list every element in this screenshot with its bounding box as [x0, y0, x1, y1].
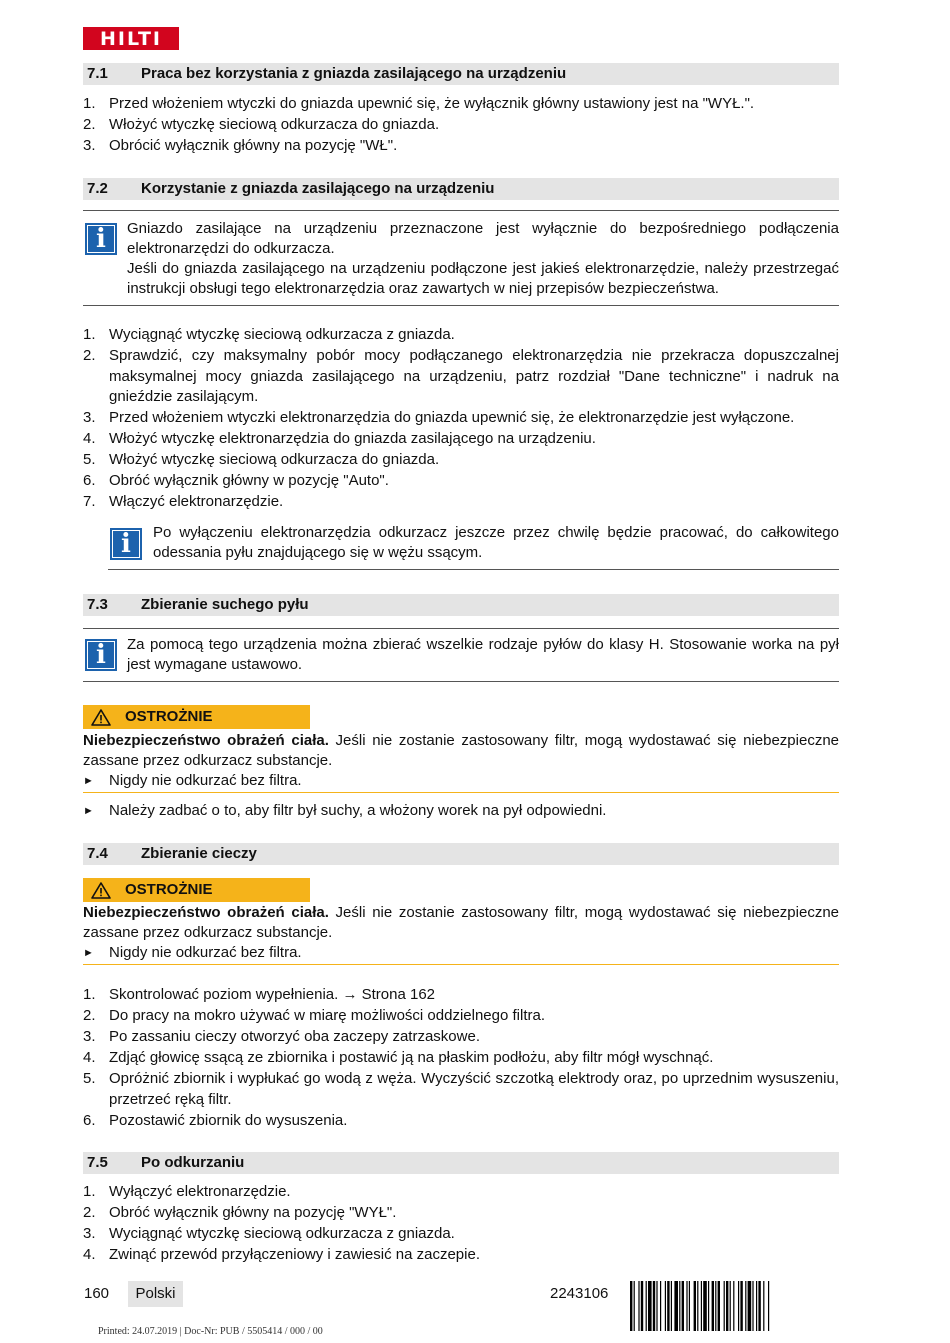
barcode-bar	[703, 1281, 707, 1331]
barcode-bar	[752, 1281, 753, 1331]
barcode-bar	[694, 1281, 696, 1331]
barcode-bar	[712, 1281, 714, 1331]
section-number: 7.5	[87, 1154, 108, 1171]
section-title: Korzystanie z gniazda zasilającego na urządzeniu	[141, 180, 495, 197]
barcode	[630, 1281, 838, 1331]
barcode-bar	[648, 1281, 652, 1331]
list-item: 4. Zwinąć przewód przyłączeniowy i zawiesić na zaczepie.	[83, 1246, 480, 1263]
barcode-bar	[630, 1281, 632, 1331]
caution-label: OSTROŻNIE	[125, 881, 213, 898]
list-item: 5. Opróżnić zbiornik i wypłukać go wodą z węża. Wyczyścić szczotką elektrody oraz, po uprzednim wysuszeniu, przetrzeć ręką filtr.	[83, 1070, 839, 1108]
barcode-bar	[660, 1281, 661, 1331]
barcode-bar	[738, 1281, 739, 1331]
warning-text: Niebezpieczeństwo obrażeń ciała. Jeśli nie zostanie zastosowany filtr, mogą wydostawać się niebezpieczne zassane przez odkurzacz substancje.	[83, 904, 839, 941]
list-item: 2. Obróć wyłącznik główny na pozycję "WYŁ".	[83, 1204, 397, 1221]
list-item: 4. Zdjąć głowicę ssącą ze zbiornika i postawić ją na płaskim podłożu, aby filtr mógł wyschnąć.	[83, 1049, 714, 1066]
bullet-arrow-icon: ►	[83, 805, 94, 817]
barcode-bar	[641, 1281, 643, 1331]
caution-banner	[83, 878, 310, 902]
steps-7-4	[83, 985, 839, 1132]
warning-triangle-icon	[91, 709, 111, 726]
barcode-bar	[748, 1281, 752, 1331]
info-icon: i	[85, 639, 117, 671]
section-title: Zbieranie cieczy	[141, 845, 257, 862]
barcode-bar	[756, 1281, 757, 1331]
section-number: 7.2	[87, 180, 108, 197]
list-item: 3. Obrócić wyłącznik główny na pozycję "WŁ".	[83, 137, 398, 154]
section-header-7-2	[83, 178, 839, 200]
info-icon: i	[85, 223, 117, 255]
barcode-bar	[718, 1281, 720, 1331]
list-item: 3. Po zassaniu cieczy otworzyć oba zaczepy zatrzaskowe.	[83, 1028, 480, 1045]
list-item: 5. Włożyć wtyczkę sieciową odkurzacza do gniazda.	[83, 451, 440, 468]
barcode-bar	[674, 1281, 678, 1331]
section-header-7-4	[83, 843, 839, 865]
language-tab: Polski	[128, 1281, 183, 1307]
barcode-bar	[665, 1281, 666, 1331]
list-item: 2. Do pracy na mokro używać w miarę możliwości oddzielnego filtra.	[83, 1007, 545, 1024]
info-note	[83, 210, 839, 306]
warning-text: Niebezpieczeństwo obrażeń ciała. Jeśli nie zostanie zastosowany filtr, mogą wydostawać się niebezpieczne zassane przez odkurzacz substancje.	[83, 732, 839, 769]
barcode-bar	[715, 1281, 716, 1331]
list-item: 3. Przed włożeniem wtyczki elektronarzędzia do gniazda upewnić się, że elektronarzędzie jest wyłączone.	[83, 409, 795, 426]
barcode-bar	[689, 1281, 690, 1331]
barcode-bar	[724, 1281, 725, 1331]
section-header-7-1	[83, 63, 839, 85]
barcode-bar	[686, 1281, 687, 1331]
list-item: 2. Włożyć wtyczkę sieciową odkurzacza do gniazda.	[83, 116, 440, 133]
barcode-bar	[667, 1281, 669, 1331]
barcode-bar	[634, 1281, 635, 1331]
info-icon: i	[110, 528, 142, 560]
section-number: 7.3	[87, 596, 108, 613]
caution-label: OSTROŻNIE	[125, 708, 213, 725]
print-info: Printed: 24.07.2019 | Doc-Nr: PUB / 5505414 / 000 / 00	[98, 1326, 323, 1337]
list-item: 1. Wyciągnąć wtyczkę sieciową odkurzacza z gniazda.	[83, 326, 455, 343]
steps-7-5	[83, 1182, 839, 1266]
list-item: 1. Wyłączyć elektronarzędzie.	[83, 1183, 291, 1200]
note-text: Po wyłączeniu elektronarzędzia odkurzacz jeszcze przez chwilę będzie pracować, do całkowitego odessania pyłu znajdującego się w wężu ssącym.	[153, 524, 839, 561]
action-item: ► Nigdy nie odkurzać bez filtra.	[83, 771, 839, 793]
section-title: Po odkurzaniu	[141, 1154, 245, 1171]
caution-banner	[83, 705, 310, 729]
barcode-bar	[656, 1281, 657, 1331]
barcode-bar	[763, 1281, 764, 1331]
section-title: Praca bez korzystania z gniazda zasilającego na urządzeniu	[141, 65, 567, 82]
warning-triangle-icon	[91, 882, 111, 899]
barcode-bar	[708, 1281, 709, 1331]
info-note	[108, 518, 839, 570]
bullet-arrow-icon: ►	[83, 775, 94, 787]
bullet-arrow-icon: ►	[83, 947, 94, 959]
barcode-bar	[653, 1281, 655, 1331]
barcode-bar	[646, 1281, 647, 1331]
page-number: 160	[84, 1285, 110, 1302]
section-title: Zbieranie suchego pyłu	[141, 596, 309, 613]
barcode-bar	[758, 1281, 760, 1331]
barcode-bar	[730, 1281, 731, 1331]
list-item: 2. Sprawdzić, czy maksymalny pobór mocy podłączanego elektronarzędzia nie przekracza dopuszczalnej maksymalnej mocy gniazda zasilającego na urządzeniu, patrz rozdział "Dane techniczne" i nadruk na gnieździe zasilającym.	[83, 347, 839, 405]
list-item: 4. Włożyć wtyczkę elektronarzędzia do gniazda zasilającego na urządzeniu.	[83, 430, 596, 447]
barcode-bar	[697, 1281, 698, 1331]
steps-7-1	[83, 94, 839, 157]
list-item: 6. Pozostawić zbiornik do wysuszenia.	[83, 1111, 348, 1129]
barcode-bar	[638, 1281, 639, 1331]
action-item: ► Nigdy nie odkurzać bez filtra.	[83, 943, 839, 965]
action-item: ► Należy zadbać o to, aby filtr był suchy, a włożony worek na pył odpowiedni.	[83, 802, 607, 819]
list-item: 3. Wyciągnąć wtyczkę sieciową odkurzacza z gniazda.	[83, 1225, 455, 1242]
section-number: 7.4	[87, 845, 108, 862]
list-item: 1. Przed włożeniem wtyczki do gniazda upewnić się, że wyłącznik główny ustawiony jest na "WYŁ.".	[83, 95, 755, 112]
document-code: 2243106	[550, 1285, 609, 1302]
barcode-bar	[671, 1281, 672, 1331]
barcode-bar	[768, 1281, 769, 1331]
section-header-7-3	[83, 594, 839, 616]
list-item: 6. Obróć wyłącznik główny w pozycję "Auto".	[83, 472, 389, 489]
info-note	[83, 628, 839, 682]
list-item: 1. Skontrolować poziom wypełnienia. → Strona 162	[83, 986, 436, 1003]
note-text: Jeśli do gniazda zasilającego na urządzeniu podłączone jest jakieś elektronarzędzie, należy przestrzegać instrukcji obsługi tego elektronarzędzia oraz zawartych w niej przepisów bezpieczeństwa.	[127, 260, 839, 297]
section-number: 7.1	[87, 65, 108, 82]
list-item: 7. Włączyć elektronarzędzie.	[83, 493, 284, 510]
note-text: Gniazdo zasilające na urządzeniu przeznaczone jest wyłącznie do bezpośredniego podłączenia elektronarzędzi do odkurzacza.	[127, 220, 839, 257]
note-text: Za pomocą tego urządzenia można zbierać wszelkie rodzaje pyłów do klasy H. Stosowanie worka na pył jest wymagane ustawowo.	[127, 636, 839, 673]
hilti-logo: HILTI	[83, 27, 179, 50]
barcode-bar	[701, 1281, 702, 1331]
barcode-bar	[740, 1281, 742, 1331]
barcode-bar	[679, 1281, 680, 1331]
barcode-bar	[733, 1281, 734, 1331]
barcode-bar	[745, 1281, 746, 1331]
barcode-bar	[726, 1281, 728, 1331]
section-header-7-5	[83, 1152, 839, 1174]
barcode-bar	[682, 1281, 684, 1331]
steps-7-2	[83, 325, 839, 513]
